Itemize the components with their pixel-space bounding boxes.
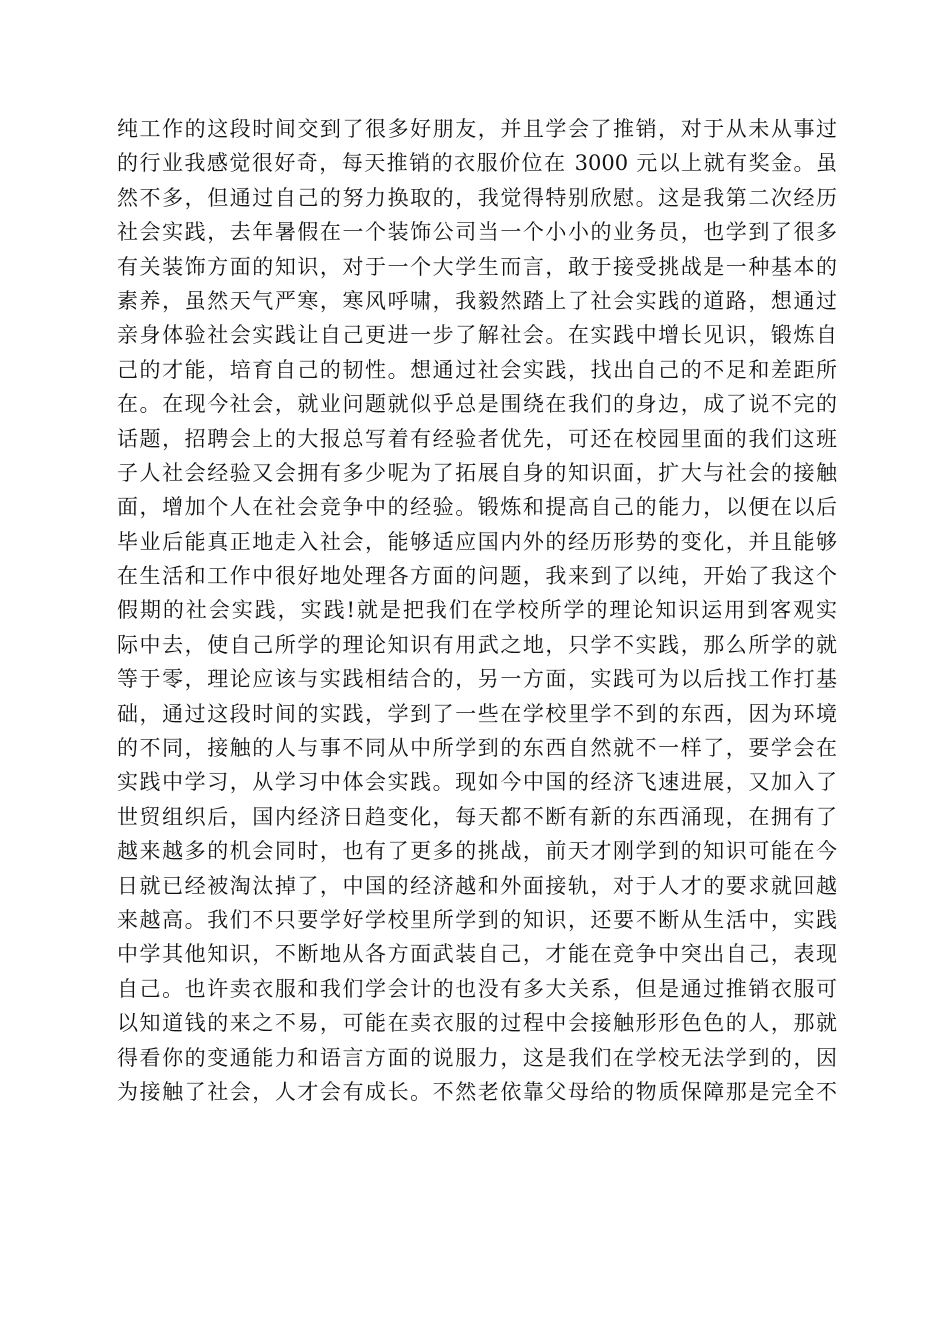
text-line: 话题，招聘会上的大报总写着有经验者优先，可还在校园里面的我们这班 <box>117 426 837 451</box>
text-line: 纯工作的这段时间交到了很多好朋友，并且学会了推销，对于从未从事过 <box>117 117 837 141</box>
text-line: 中学其他知识，不断地从各方面武装自己，才能在竞争中突出自己，表现 <box>117 942 837 967</box>
text-line: 来越高。我们不只要学好学校里所学到的知识，还要不断从生活中，实践 <box>117 907 837 932</box>
text-line: 得看你的变通能力和语言方面的说服力，这是我们在学校无法学到的，因 <box>117 1045 837 1070</box>
text-line: 有关装饰方面的知识，对于一个大学生而言，敢于接受挑战是一种基本的 <box>117 254 837 279</box>
text-line: 假期的社会实践，实践!就是把我们在学校所学的理论知识运用到客观实 <box>117 598 837 623</box>
text-line: 越来越多的机会同时，也有了更多的挑战，前天才刚学到的知识可能在今 <box>117 839 837 864</box>
text-line: 在。在现今社会，就业问题就似乎总是围绕在我们的身边，成了说不完的 <box>117 392 837 417</box>
text-line: 础，通过这段时间的实践，学到了一些在学校里学不到的东西，因为环境 <box>117 701 837 726</box>
text-line: 际中去，使自己所学的理论知识有用武之地，只学不实践，那么所学的就 <box>117 632 837 657</box>
text-line: 子人社会经验又会拥有多少呢为了拓展自身的知识面，扩大与社会的接触 <box>117 460 837 485</box>
text-line: 为接触了社会，人才会有成长。不然老依靠父母给的物质保障那是完全不 <box>117 1079 837 1104</box>
text-line: 在生活和工作中很好地处理各方面的问题，我来到了以纯，开始了我这个 <box>117 564 837 589</box>
text-line: 以知道钱的来之不易，可能在卖衣服的过程中会接触形形色色的人，那就 <box>117 1011 837 1036</box>
text-line: 己的才能，培育自己的韧性。想通过社会实践，找出自己的不足和差距所 <box>117 357 837 382</box>
text-line: 亲身体验社会实践让自己更进一步了解社会。在实践中增长见识，锻炼自 <box>117 323 837 348</box>
text-line: 毕业后能真正地走入社会，能够适应国内外的经历形势的变化，并且能够 <box>117 529 837 554</box>
text-line: 自己。也许卖衣服和我们学会计的也没有多大关系，但是通过推销衣服可 <box>117 976 837 1001</box>
text-line: 面，增加个人在社会竞争中的经验。锻炼和提高自己的能力，以便在以后 <box>117 495 837 520</box>
text-line: 等于零，理论应该与实践相结合的，另一方面，实践可为以后找工作打基 <box>117 667 837 692</box>
text-line: 素养，虽然天气严寒，寒风呼啸，我毅然踏上了社会实践的道路，想通过 <box>117 288 837 313</box>
text-line: 的行业我感觉很好奇，每天推销的衣服价位在 3000 元以上就有奖金。虽 <box>117 151 837 176</box>
text-line: 日就已经被淘汰掉了，中国的经济越和外面接轨，对于人才的要求就回越 <box>117 873 837 898</box>
text-line: 然不多，但通过自己的努力换取的，我觉得特别欣慰。这是我第二次经历 <box>117 185 837 210</box>
text-line: 的不同，接触的人与事不同从中所学到的东西自然就不一样了，要学会在 <box>117 736 837 761</box>
text-line: 世贸组织后，国内经济日趋变化，每天都不断有新的东西涌现，在拥有了 <box>117 804 837 829</box>
text-line: 实践中学习，从学习中体会实践。现如今中国的经济飞速进展，又加入了 <box>117 770 837 795</box>
body-text <box>117 112 837 1109</box>
text-line: 社会实践，去年暑假在一个装饰公司当一个小小的业务员，也学到了很多 <box>117 220 837 245</box>
